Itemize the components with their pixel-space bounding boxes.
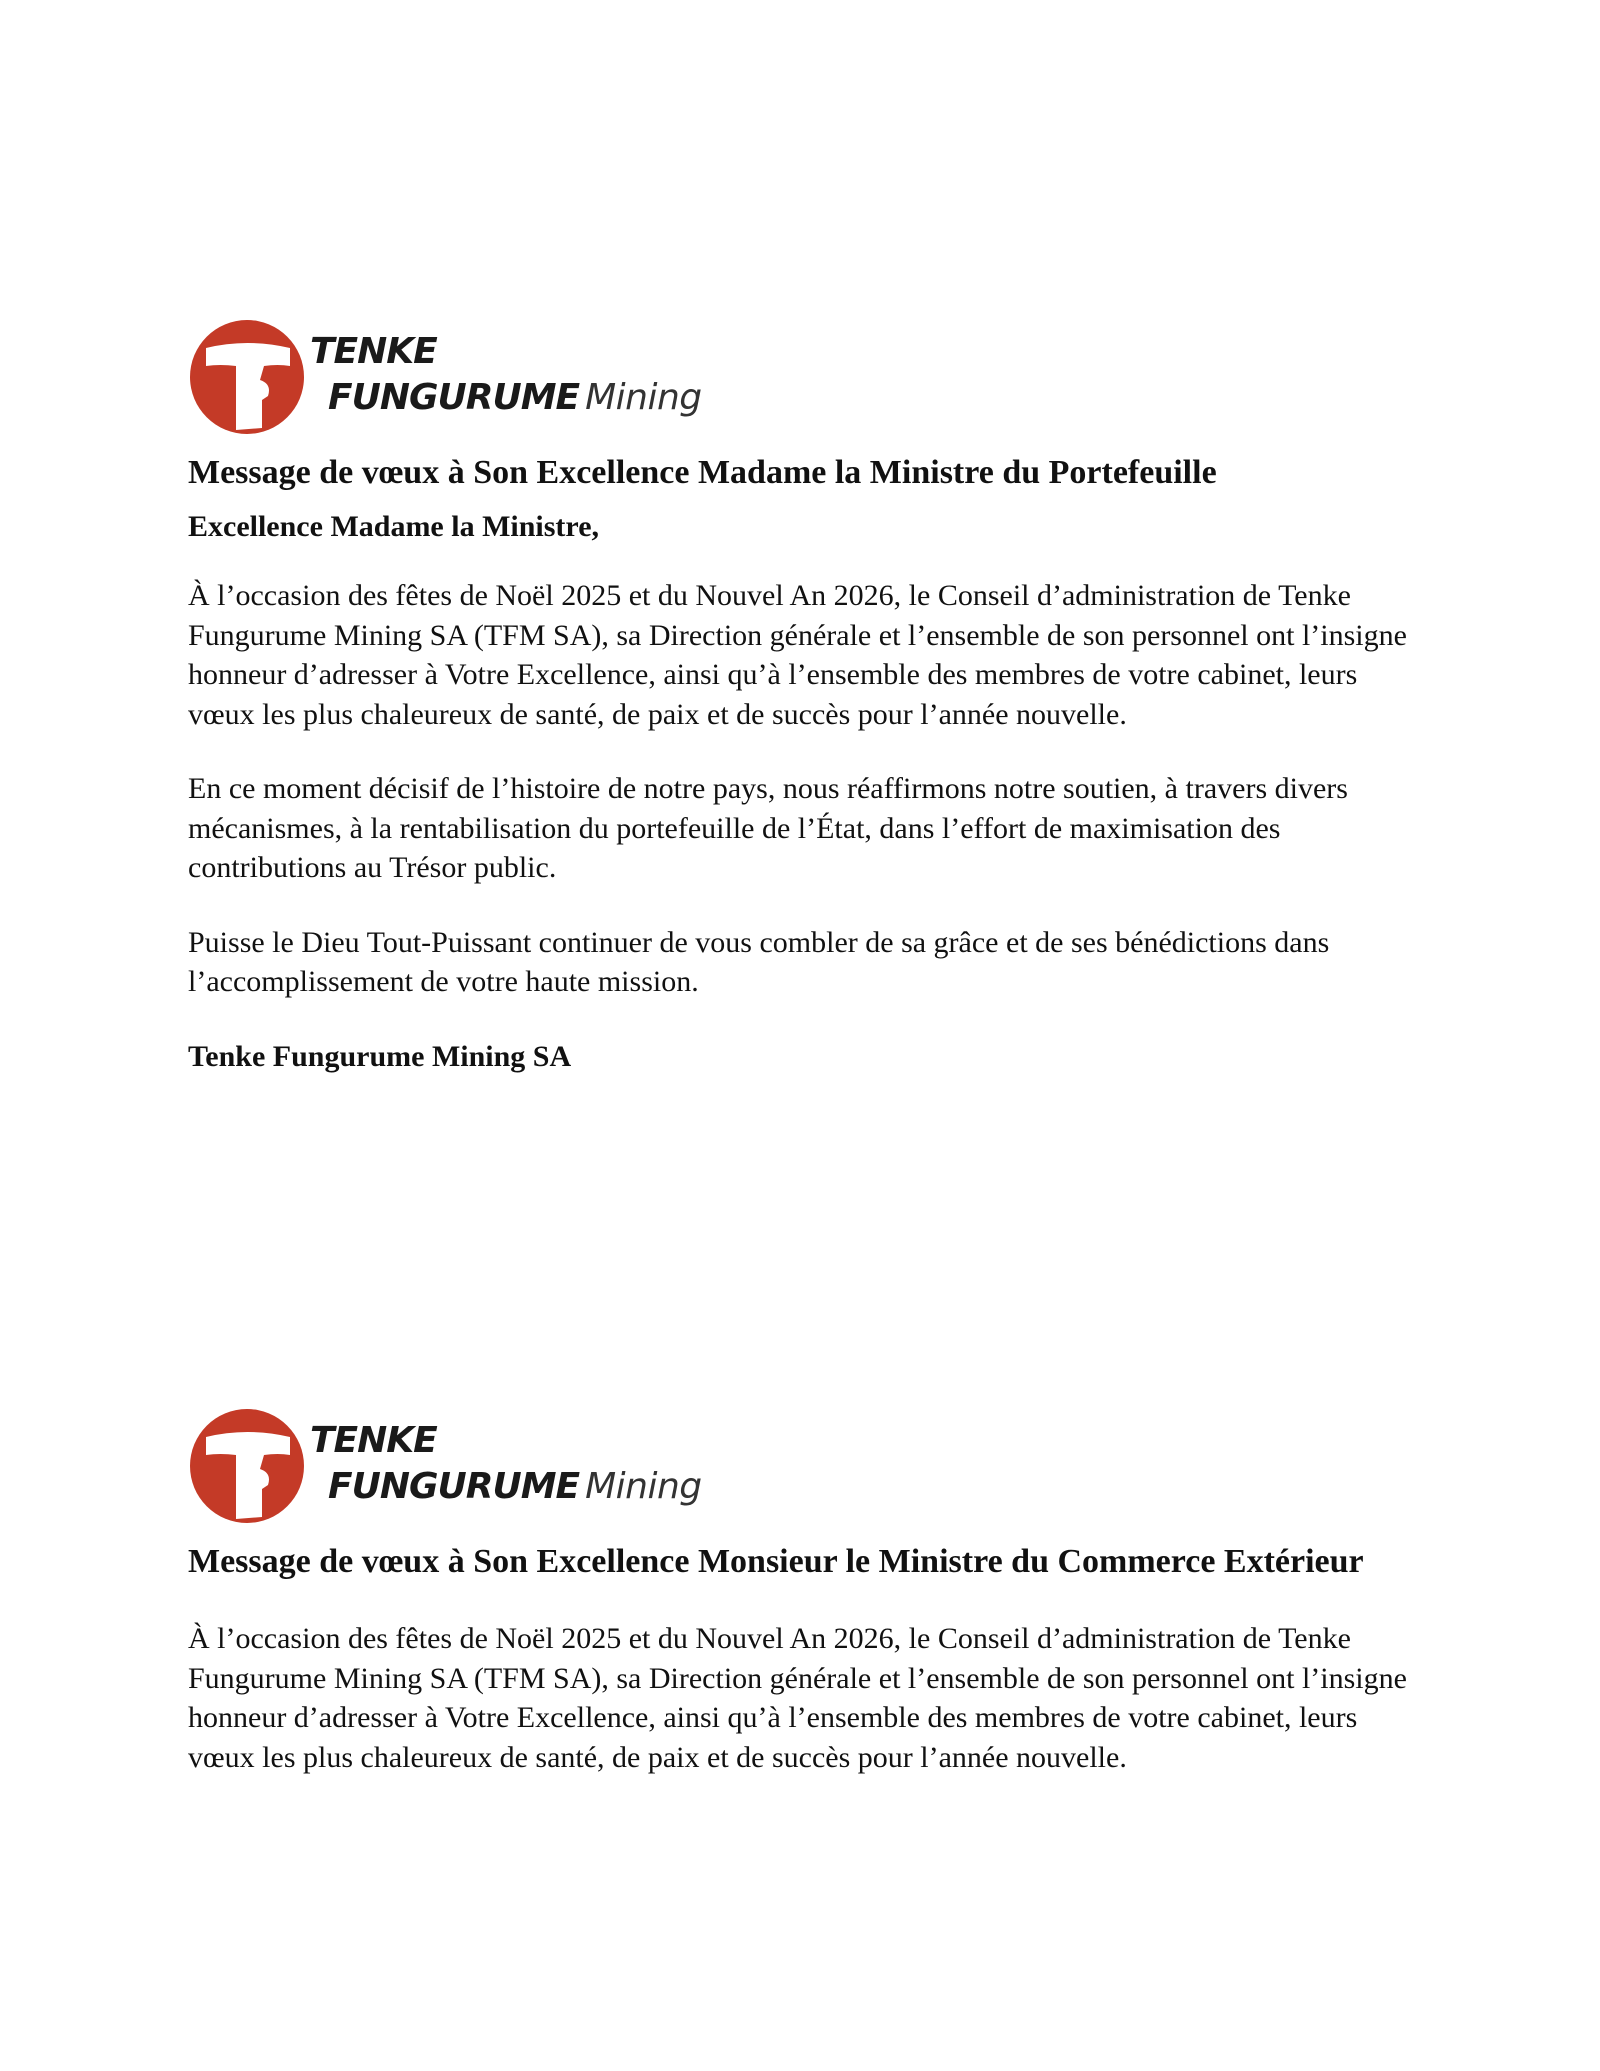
logo-word-fungurume-text: FUNGURUME [328,377,580,418]
letter-portefeuille [188,318,1410,1076]
letter-title: Message de vœux à Son Excellence Monsieur le Ministre du Commerce Extérieur [188,1543,1364,1580]
signature: Tenke Fungurume Mining SA [188,1039,572,1073]
tfm-logo [188,1407,728,1525]
salutation: Excellence Madame la Ministre, [188,510,600,543]
tfm-emblem-icon [188,1407,306,1525]
logo-word-mining: Mining [585,1466,702,1507]
logo-word-tenke: TENKE [310,331,437,372]
logo-word-fungurume [328,1466,702,1507]
logo-word-fungurume [328,377,702,418]
tfm-emblem-icon [188,318,306,436]
paragraph: Puisse le Dieu Tout-Puissant continuer de vous combler de sa grâce et de ses bénédictions dans l’accomplissement de votre haute mission. [188,925,1330,998]
paragraph: En ce moment décisif de l’histoire de notre pays, nous réaffirmons notre soutien, à travers divers mécanismes, à la rentabilisation du portefeuille de l’État, dans l’effort de maximisation des contributions au Trésor public. [188,772,1348,884]
logo-word-mining: Mining [585,377,702,418]
tfm-logo [188,318,728,436]
logo-word-tenke: TENKE [310,1420,437,1461]
letter-title: Message de vœux à Son Excellence Madame la Ministre du Portefeuille [188,454,1217,491]
letter-commerce-exterieur [188,1407,1410,1812]
paragraph: À l’occasion des fêtes de Noël 2025 et du Nouvel An 2026, le Conseil d’administration de Tenke Fungurume Mining SA (TFM SA), sa Direction générale et l’ensemble de son personnel ont l’insigne honneur d’adresser à Votre Excellence, ainsi qu’à l’ensemble des membres de votre cabinet, leurs vœux les plus chaleureux de santé, de paix et de succès pour l’année nouvelle. [188,579,1407,731]
paragraph: À l’occasion des fêtes de Noël 2025 et du Nouvel An 2026, le Conseil d’administration de Tenke Fungurume Mining SA (TFM SA), sa Direction générale et l’ensemble de son personnel ont l’insigne honneur d’adresser à Votre Excellence, ainsi qu’à l’ensemble des membres de votre cabinet, leurs vœux les plus chaleureux de santé, de paix et de succès pour l’année nouvelle. [188,1622,1407,1774]
logo-word-fungurume-text: FUNGURUME [328,1466,580,1507]
